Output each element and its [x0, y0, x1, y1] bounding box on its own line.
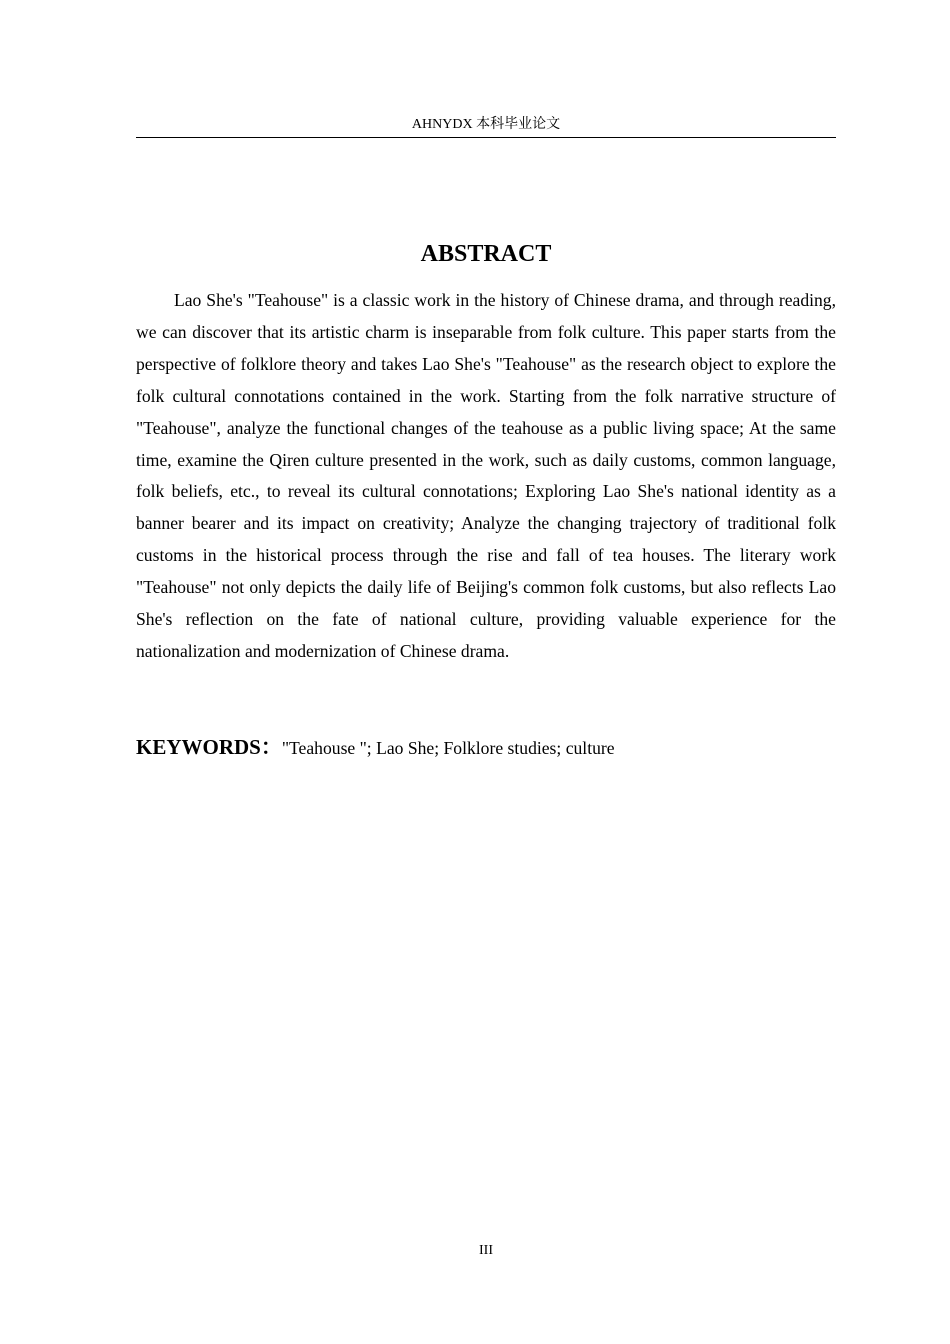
page-number: III [479, 1243, 493, 1258]
keywords-value: "Teahouse "; Lao She; Folklore studies; culture [281, 738, 615, 758]
keywords-label: KEYWORDS： [136, 735, 282, 759]
keywords-line [136, 731, 836, 764]
header-rule [136, 137, 836, 138]
abstract-body: Lao She's "Teahouse" is a classic work in the history of Chinese drama, and through reading, we can discover that its artistic charm is inseparable from folk culture. This paper starts from the perspective of folklore theory and takes Lao She's "Teahouse" as the research object to explore the folk cultural connotations contained in the work. Starting from the folk narrative structure of "Teahouse", analyze the functional changes of the teahouse as a public living space; At the same time, examine the Qiren culture presented in the work, such as daily customs, common language, folk beliefs, etc., to reveal its cultural connotations; Exploring Lao She's national identity as a banner bearer and its impact on creativity; Analyze the changing trajectory of traditional folk customs in the historical process through the rise and fall of tea houses. The literary work "Teahouse" not only depicts the daily life of Beijing's common folk customs, but also reflects Lao She's reflection on the fate of national culture, providing valuable experience for the nationalization and modernization of Chinese drama. [136, 290, 836, 661]
page-header: AHNYDX 本科毕业论文 [411, 117, 561, 132]
abstract-title: ABSTRACT [420, 241, 552, 267]
